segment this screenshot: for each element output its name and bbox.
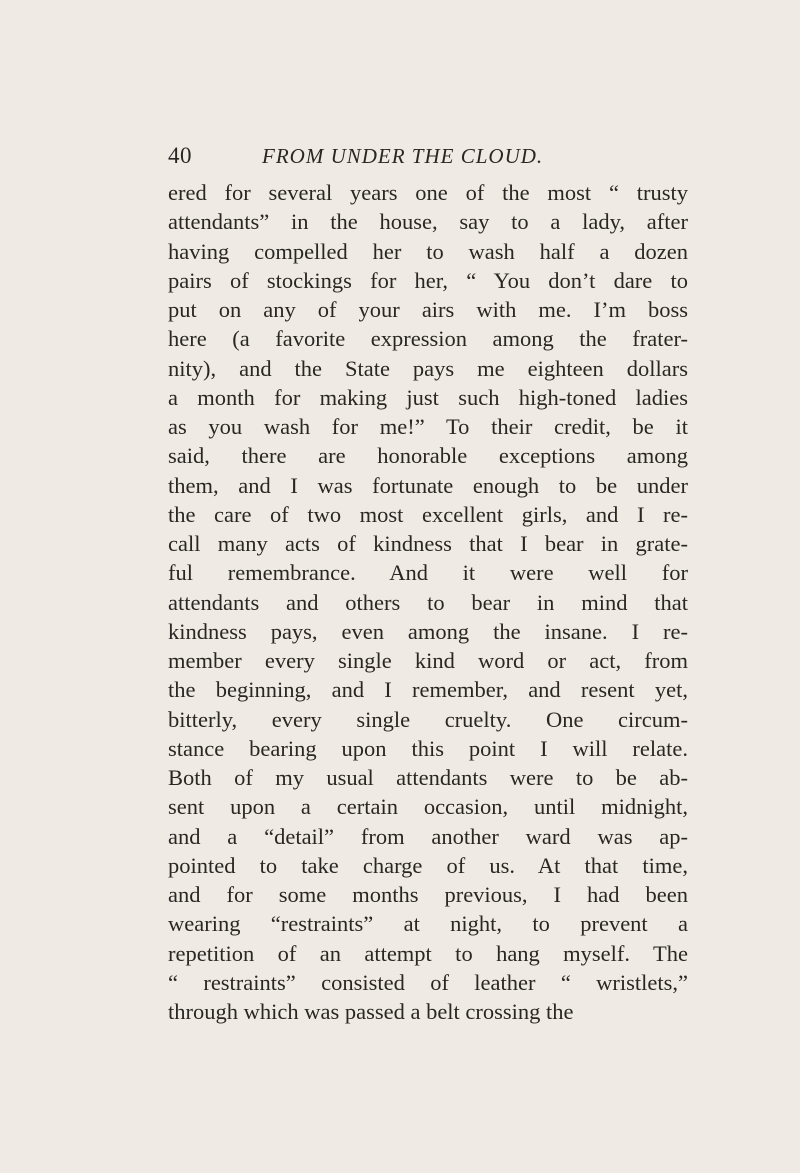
body-text xyxy=(168,178,688,1026)
text-line: ered for several years one of the most “ trusty xyxy=(168,180,688,205)
text-line: nity), and the State pays me eighteen dollars xyxy=(168,355,688,381)
text-line: said, there are honorable exceptions among xyxy=(168,443,688,469)
text-line: attendants and others to bear in mind that xyxy=(168,589,688,615)
text-line: here (a favorite expression among the frater- xyxy=(168,326,688,352)
text-line: pointed to take charge of us. At that time, xyxy=(168,852,688,878)
page-number: 40 xyxy=(168,143,192,168)
text-line: and a “detail” from another ward was ap- xyxy=(168,823,688,849)
text-line: “ restraints” consisted of leather “ wristlets,” xyxy=(168,969,688,995)
text-line: and for some months previous, I had been xyxy=(168,882,688,907)
text-line: through which was passed a belt crossing the xyxy=(168,999,574,1024)
text-line: a month for making just such high-toned ladies xyxy=(168,384,688,410)
text-line: the beginning, and I remember, and resent yet, xyxy=(168,677,688,703)
text-line: call many acts of kindness that I bear in grate- xyxy=(168,531,688,556)
running-head-title: FROM UNDER THE CLOUD. xyxy=(262,144,544,168)
text-line: having compelled her to wash half a dozen xyxy=(168,238,688,264)
text-line: repetition of an attempt to hang myself. The xyxy=(168,940,688,966)
text-line: Both of my usual attendants were to be ab- xyxy=(168,765,688,790)
text-line: wearing “restraints” at night, to prevent a xyxy=(168,911,688,937)
text-line: sent upon a certain occasion, until midnight, xyxy=(168,794,688,820)
text-line: stance bearing upon this point I will relate. xyxy=(168,735,688,761)
text-line: pairs of stockings for her, “ You don’t dare to xyxy=(168,267,688,293)
text-line: them, and I was fortunate enough to be under xyxy=(168,472,688,498)
text-line: member every single kind word or act, from xyxy=(168,648,688,673)
text-line: ful remembrance. And it were well for xyxy=(168,560,688,586)
text-line: the care of two most excellent girls, and I re- xyxy=(168,501,688,527)
text-line: kindness pays, even among the insane. I re- xyxy=(168,618,688,644)
text-line: attendants” in the house, say to a lady, after xyxy=(168,209,688,235)
text-line: bitterly, every single cruelty. One circum- xyxy=(168,706,688,732)
text-line: put on any of your airs with me. I’m boss xyxy=(168,297,688,322)
running-head xyxy=(168,143,688,173)
text-line: as you wash for me!” To their credit, be it xyxy=(168,414,688,439)
